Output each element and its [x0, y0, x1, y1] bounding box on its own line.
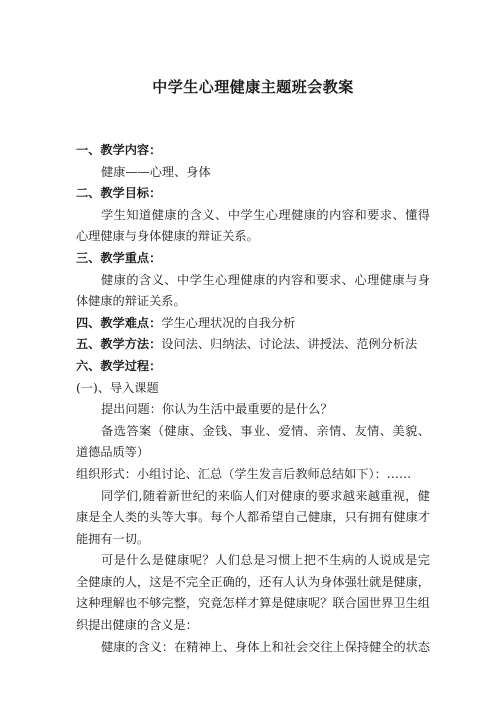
section-heading-content: 一、教学内容：	[76, 143, 162, 157]
section-body-content: 健康——心理、身体	[101, 164, 211, 179]
answers-text: 备选答案（健康、金钱、事业、爱情、亲情、友情、美貌、道德品质等）	[76, 423, 430, 460]
paragraph-health-definition: 健康的含义：在精神上、身体上和社会交往上保持健全的状态	[101, 639, 431, 654]
section-heading-key-points: 三、教学重点：	[76, 250, 162, 265]
section-heading-methods: 五、教学方法：	[76, 337, 162, 352]
section-body-methods: 设问法、归纳法、讨论法、讲授法、范例分析法	[161, 337, 418, 352]
document-body	[76, 140, 430, 658]
section-body-key-points: 健康的含义、中学生心理健康的内容和要求、心理健康与身体健康的辩证关系。	[76, 272, 430, 309]
subsection-intro: (一)、导入课题	[76, 380, 159, 395]
section-body-difficulties: 学生心理状况的自我分析	[161, 315, 296, 330]
section-heading-process: 六、教学过程：	[76, 358, 162, 373]
organization-text: 组织形式：小组讨论、汇总（学生发言后教师总结如下）：……	[76, 466, 412, 481]
section-methods	[76, 334, 430, 356]
paragraph-health-importance: 同学们,随着新世纪的来临人们对健康的要求越来越重视，健康是全人类的头等大事。每个人都希望自己健康，只有拥有健康才能拥有一切。	[76, 488, 430, 546]
question-text: 提出问题：你认为生活中最重要的是什么？	[101, 402, 333, 417]
section-difficulties	[76, 313, 430, 335]
section-body-objectives: 学生知道健康的含义、中学生心理健康的内容和要求、懂得心理健康与身体健康的辩证关系。	[76, 207, 430, 244]
section-heading-difficulties: 四、教学难点：	[76, 315, 162, 330]
section-heading-objectives: 二、教学目标：	[76, 186, 162, 201]
paragraph-what-is-health: 可是什么是健康呢？人们总是习惯上把不生病的人说成是完全健康的人，这是不完全正确的，还有人认为身体强壮就是健康，这种理解也不够完整，究竟怎样才算是健康呢？联合国世界卫生组织提出健康的含义是：	[76, 553, 430, 633]
document-title: 中学生心理健康主题班会教案	[152, 78, 354, 96]
